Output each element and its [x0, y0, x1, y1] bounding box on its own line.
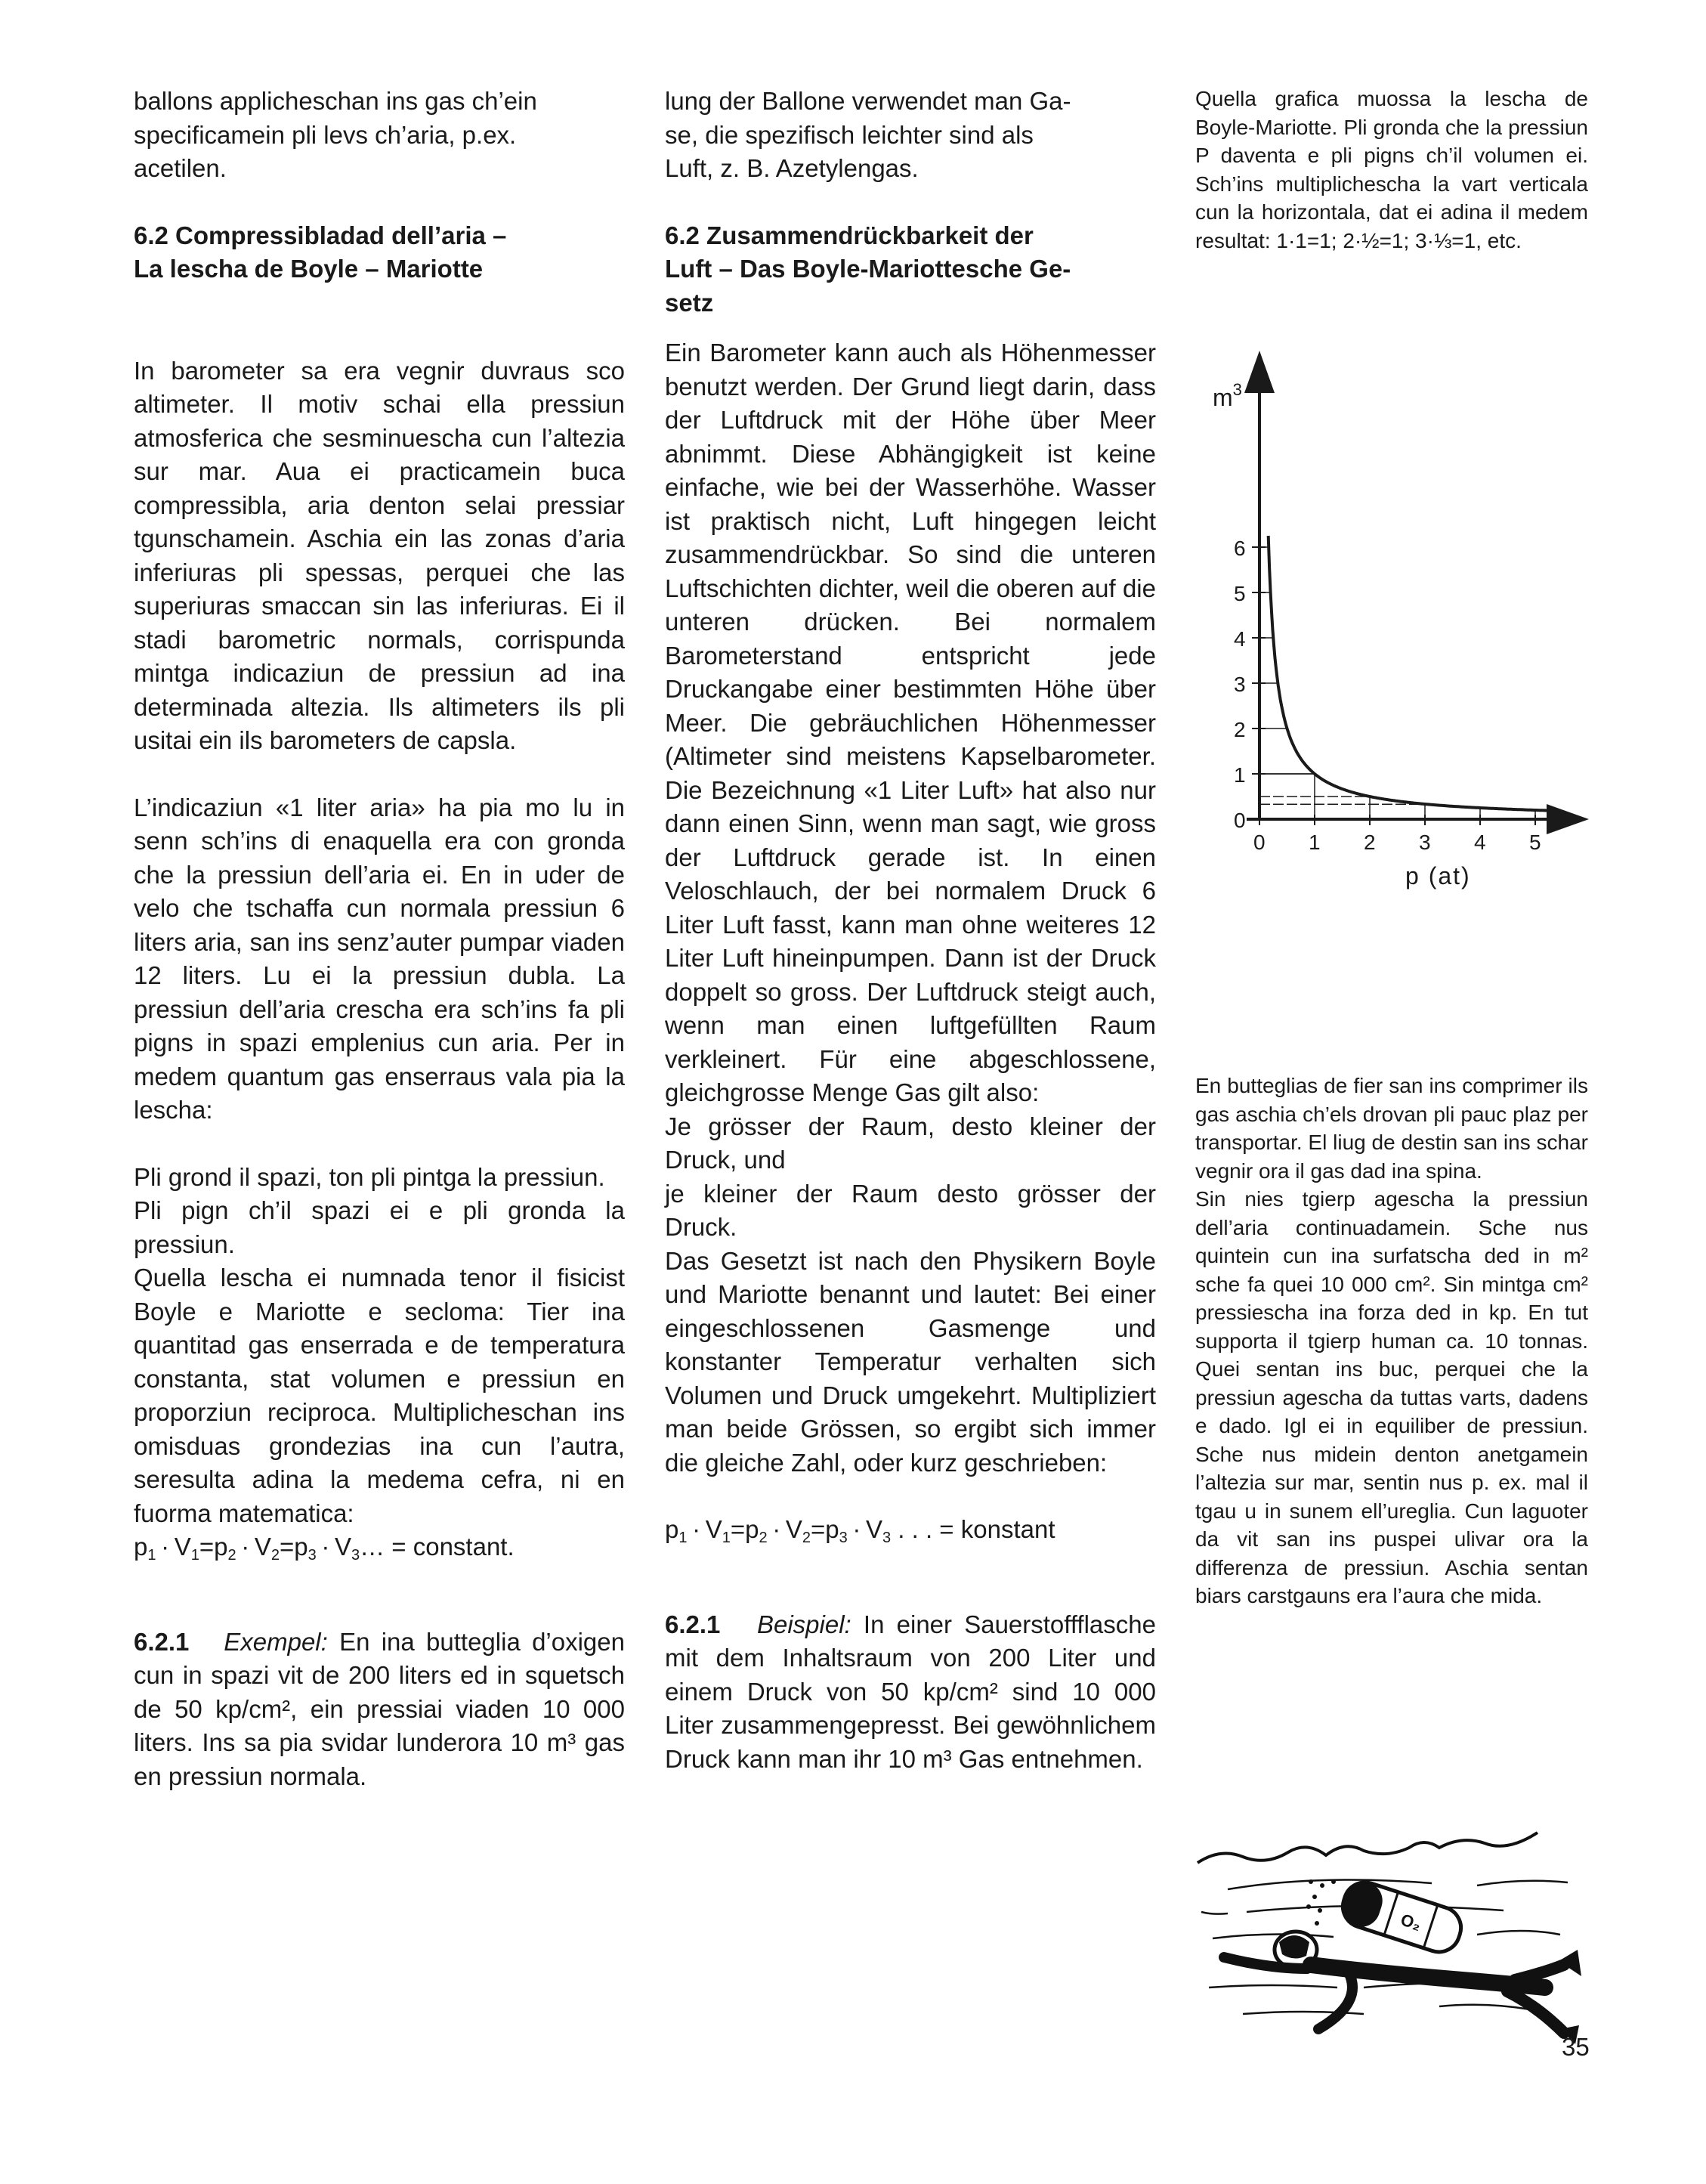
chart-caption: Quella grafica muossa la lescha de Boyle-Mariotte. Pli gronda che la pressiun P daventa e pli pigns ch’il volumen ei. Sch’ins multiplichescha la vart verticala cun la horizontala, dat ei adina il medem resultat: 1·1=1; 2·½=1; 3·⅓=1, etc. [1195, 87, 1588, 252]
middle-intro-line: lung der Ballone verwendet man Ga- [665, 87, 1071, 115]
left-rule-2: Pli pign ch’il spazi ei e pli gronda la pressiun. [134, 1196, 625, 1258]
heading-line: La lescha de Boyle – Mariotte [134, 255, 484, 283]
left-intro-line: acetilen. [134, 154, 227, 182]
svg-text:2: 2 [1364, 831, 1376, 854]
svg-text:3: 3 [1234, 673, 1246, 696]
left-formula: $p_1 \cdot V_1=p_2 \cdot V_2=p_3$ · $V_3\dots$ = constant. [134, 1533, 515, 1564]
middle-section-heading [665, 219, 1156, 320]
svg-text:3: 3 [1419, 831, 1431, 854]
left-intro [134, 85, 625, 186]
middle-formula: $p_1 \cdot V_1=p_2 \cdot V_2=p_3 \cdot V_3$ . . . = konstant [665, 1515, 1055, 1546]
svg-text:0: 0 [1234, 809, 1246, 832]
heading-line: Luft – Das Boyle-Mariottesche Ge- [665, 255, 1071, 283]
reference-lines [1259, 547, 1535, 819]
middle-example [665, 1608, 1156, 1777]
svg-text:0: 0 [1253, 831, 1266, 854]
middle-intro-line: Luft, z. B. Azetylengas. [665, 154, 919, 182]
tank-label: O₂ [1398, 1910, 1424, 1935]
hyperbola-curve [1269, 536, 1549, 811]
svg-text:1: 1 [1234, 763, 1246, 787]
boyle-mariotte-chart [1186, 349, 1594, 889]
left-paragraph-liter: L’indicaziun «1 liter aria» ha pia mo lu in senn sch’ins di enaquella era con gronda che la pressiun dell’aria ei. En in uder de velo che tschaffa cun normala pressiun 6 liters aria, san ins senz’auter pumpar viaden 12 liters. Lu ei la pressiun dubla. La pressiun dell’aria crescha era sch’ins fa pli pigns in spazi emplenius cun aria. Per in medem quantum gas enserraus vala pia la lescha: [134, 793, 625, 1124]
heading-line: setz [665, 288, 714, 317]
heading-line: 6.2 Compressibladad dell’aria – [134, 221, 507, 249]
example-text: In einer Sauerstoffflasche mit dem Inhaltsraum von 200 Liter und einem Druck von 50 kp/cm² sind 10 000 Liter zusammengepresst. Bei gewöhnlichem Druck kann man ihr 10 m³ Gas entnehmen. [665, 1610, 1156, 1773]
left-example [134, 1626, 625, 1794]
left-column [134, 85, 625, 1793]
middle-column [665, 85, 1156, 1776]
svg-text:5: 5 [1234, 582, 1246, 605]
diver-illustration [1190, 1814, 1583, 2010]
y-tick-labels [1234, 537, 1246, 832]
svg-text:5: 5 [1529, 831, 1541, 854]
example-label: Beispiel: [756, 1610, 851, 1638]
svg-text:4: 4 [1474, 831, 1486, 854]
middle-intro [665, 85, 1156, 186]
left-intro-line: specificamein pli levs ch’aria, p.ex. [134, 120, 517, 149]
right-paragraph-body-pressure: Sin nies tgierp agescha la pressiun dell’aria continuadamein. Sche nus quintein cun ina surfatscha ded in m² sche fa quei 10 000 cm². Sin mintga cm² pressiescha ina forza ded in kp. En tut supporta il tgierp human ca. 10 tonnas. Quei sentan ins buc, perquei che la pressiun agescha da tuttas varts, dadens e dado. Igl ei in equiliber de pressiun. Sche nus midein denton anetgamein l’altezia sur mar, sentin nus p. ex. mal il tgau u in sunem ell’ureglia. Cun laguoter da vit san ins puspei ulivar ora la differenza de pressiun. Aschia sentan biars carstgauns era l’aura che mida. [1195, 1187, 1588, 1607]
svg-text:4: 4 [1234, 627, 1246, 651]
example-number: 6.2.1 [665, 1610, 721, 1638]
right-paragraph-bottles: En butteglias de fier san ins comprimer ils gas aschia ch’els drovan pli pauc plaz per transportar. El liug de destin san ins schar vegnir ora il gas dad ina spina. [1195, 1074, 1588, 1183]
left-rule-1: Pli grond il spazi, ton pli pintga la pressiun. [134, 1162, 605, 1191]
right-text-block [1195, 1072, 1588, 1610]
chart-svg [1186, 349, 1594, 889]
x-tick-labels [1253, 831, 1541, 854]
example-text: En ina butteglia d’oxigen cun in spazi vit de 200 liters ed in squetsch de 50 kp/cm², ein pressiai viaden 10 000 liters. Ins sa pia svidar lunderora 10 m³ gas en pressiun normala. [134, 1627, 625, 1790]
svg-text:6: 6 [1234, 537, 1246, 560]
example-label: Exempel: [224, 1627, 328, 1656]
left-paragraph-law: Quella lescha ei numnada tenor il fisicist Boyle e Mariotte e secloma: Tier ina quantitad gas enserrada e de temperatura constanta, stat volumen e pressiun en proporziun reciproca. Multiplicheschan ins omisduas grondezias ina cun l’autra, seresulta adina la medema cefra, ni en fuorma matematica: [134, 1264, 625, 1527]
heading-line: 6.2 Zusammendrückbarkeit der [665, 221, 1034, 249]
middle-paragraph-barometer: Ein Barometer kann auch als Höhenmesser benutzt werden. Der Grund liegt darin, dass der Luftdruck mit der Höhe über Meer abnimmt. Diese Abhängigkeit ist keine einfache, wie bei der Wasserhöhe. Wasser ist praktisch nicht, Luft hingegen leicht zusammendrückbar. So sind die unteren Luftschichten dichter, weil die oberen auf die unteren drücken. Bei normalem Barometerstand entspricht jede Druckangabe einer bestimmten Höhe über Meer. Die gebräuchlichen Höhenmesser (Altimeter sind meistens Kapselbarometer. Die Bezeichnung «1 Liter Luft» hat also nur dann einen Sinn, wenn man sagt, wie gross der Luftdruck gerade ist. In einen Veloschlauch, der bei normalem Druck 6 Liter Luft fasst, kann man ohne weiteres 12 Liter Luft hineinpumpen. Dann ist der Druck doppelt so gross. Der Luftdruck steigt auch, wenn man einen luftgefüllten Raum verkleinert. Für eine abgeschlossene, gleichgrosse Menge Gas gilt also: [665, 339, 1156, 1106]
right-column [1195, 85, 1588, 255]
diver-icon [1190, 1814, 1583, 2010]
left-paragraph-barometer: In barometer sa era vegnir duvraus sco altimeter. Il motiv schai ella pressiun atmosferica che sesminuescha cun l’altezia sur mar. Aua ei practicamein buca compressibla, aria denton selai pressiar tgunschamein. Aschia ein las zonas d’aria inferiuras pli spessas, perquei che las superiuras smaccan sin las inferiuras. Ei il stadi barometric normals, corrispunda mintga indicaziun de pressiun ad ina determinada altezia. Ils altimeters ils pli usitai ein ils barometers de capsla. [134, 356, 625, 754]
left-section-heading [134, 219, 625, 286]
example-number: 6.2.1 [134, 1627, 190, 1656]
middle-rule-2: je kleiner der Raum desto grösser der Druck. [665, 1179, 1156, 1241]
middle-rule-1: Je grösser der Raum, desto kleiner der Druck, und [665, 1112, 1156, 1174]
svg-text:2: 2 [1234, 718, 1246, 741]
svg-text:1: 1 [1309, 831, 1321, 854]
page-number: 35 [1562, 2033, 1590, 2061]
left-intro-line: ballons applicheschan ins gas ch’ein [134, 87, 537, 115]
x-axis-label: p (at) [1405, 862, 1471, 889]
axis-ticks [1252, 547, 1535, 825]
middle-paragraph-law: Das Gesetzt ist nach den Physikern Boyle und Mariotte benannt und lautet: Bei einer eingeschlossenen Gasmenge und konstanter Temperatur verhalten sich Volumen und Druck umgekehrt. Multipliziert man beide Grössen, so ergibt sich immer die gleiche Zahl, oder kurz geschrieben: [665, 1246, 1156, 1477]
y-axis-label: $m^3$ [1213, 380, 1242, 411]
middle-intro-line: se, die spezifisch leichter sind als [665, 120, 1034, 149]
